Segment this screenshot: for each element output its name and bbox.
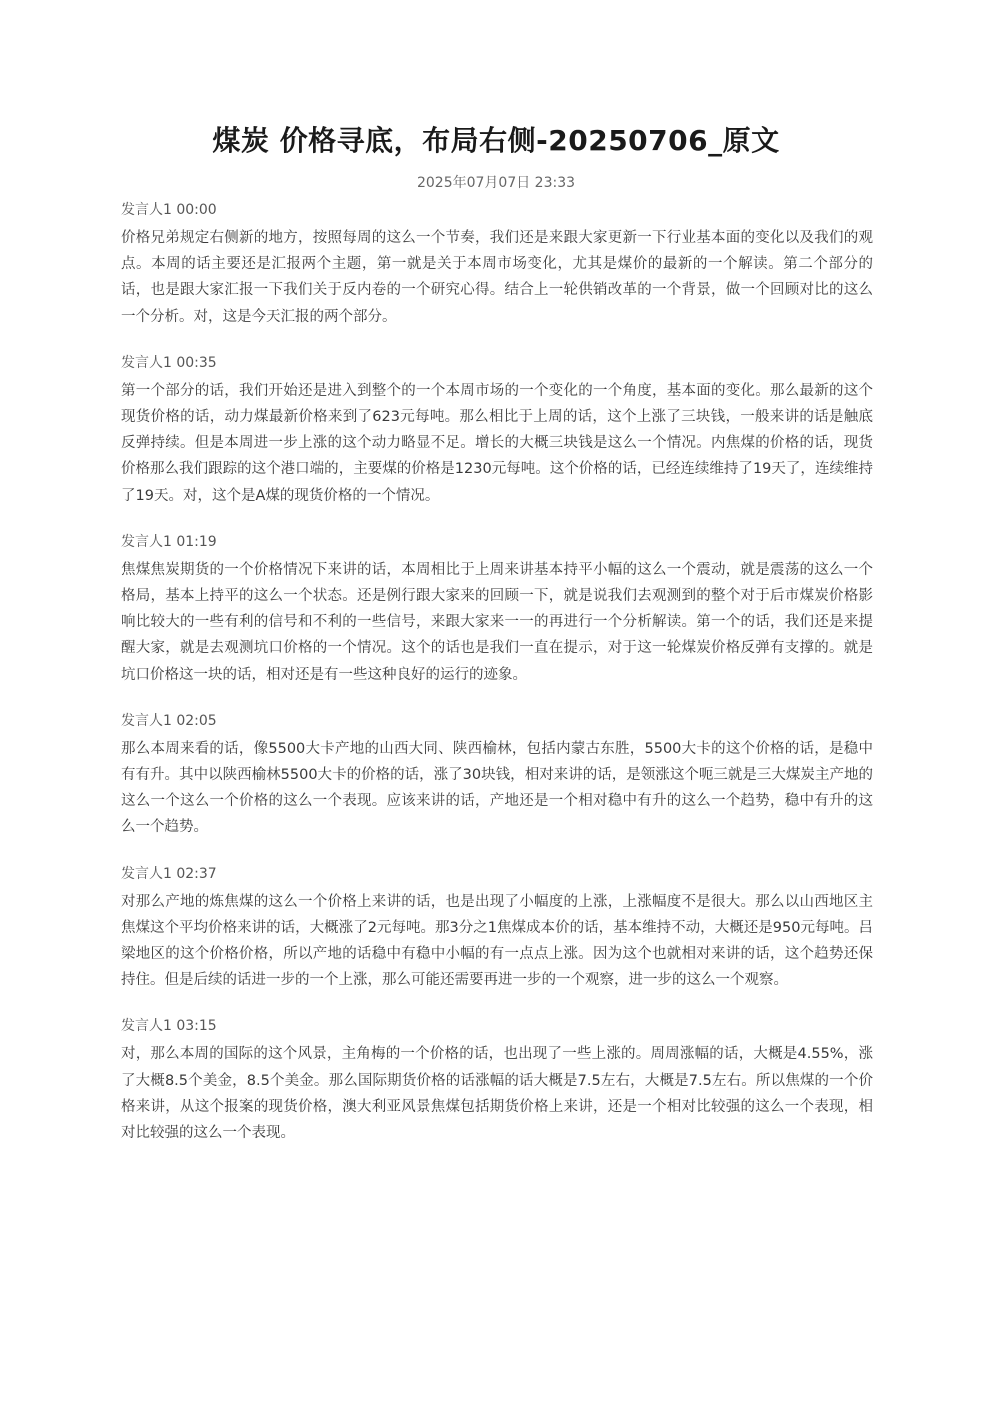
speaker-timestamp: 发言人1 01:19 [121,533,217,550]
transcript-section [121,1015,873,1146]
transcript-section [121,531,873,688]
transcript-body [121,199,873,1168]
speaker-timestamp: 发言人1 00:00 [121,202,217,218]
transcript-paragraph: 第一个部分的话，我们开始还是进入到整个的一个本周市场的一个变化的一个角度，基本面的变化。那么最新的这个现货价格的话，动力煤最新价格来到了623元每吨。那么相比于上周的话，这个上涨了三块钱，一般来讲的话是触底反弹持续。但是本周进一步上涨的这个动力略显不足。增长的大概三块钱是这么一个情况。内焦煤的价格的话，现货价格那么我们跟踪的这个港口端的，主要煤的价格是1230元每吨。这个价格的话，已经连续维持了19天了，连续维持了19天。对，这个是A煤的现货价格的一个情况。 [121,382,873,504]
transcript-section [121,199,873,330]
transcript-paragraph: 焦煤焦炭期货的一个价格情况下来讲的话，本周相比于上周来讲基本持平小幅的这么一个震动，就是震荡的这么一个格局，基本上持平的这么一个状态。还是例行跟大家来的回顾一下，就是说我们去观测到的整个对于后市煤炭价格影响比较大的一些有利的信号和不利的一些信号，来跟大家来一一的再进行一个分析解读。第一个的话，我们还是来提醒大家，就是去观测坑口价格的一个情况。这个的话也是我们一直在提示，对于这一轮煤炭价格反弹有支撑的。就是坑口价格这一块的话，相对还是有一些这种良好的运行的迹象。 [121,561,873,683]
speaker-timestamp: 发言人1 00:35 [121,354,217,371]
transcript-section [121,863,873,994]
transcript-paragraph: 对那么产地的炼焦煤的这么一个价格上来讲的话，也是出现了小幅度的上涨，上涨幅度不是很大。那么以山西地区主焦煤这个平均价格来讲的话，大概涨了2元每吨。那3分之1焦煤成本价的话，基本维持不动，大概还是950元每吨。吕梁地区的这个价格价格，所以产地的话稳中有稳中小幅的有一点点上涨。因为这个也就相对来讲的话，这个趋势还保持住。但是后续的话进一步的一个上涨，那么可能还需要再进一步的一个观察，进一步的这么一个观察。 [121,893,873,989]
transcript-section [121,352,873,509]
document-title: 煤炭 价格寻底，布局右侧-20250706_原文 [212,124,780,157]
transcript-paragraph: 对，那么本周的国际的这个风景，主角梅的一个价格的话，也出现了一些上涨的。周周涨幅的话，大概是4.55%，涨了大概8.5个美金，8.5个美金。那么国际期货价格的话涨幅的话大概是7.5左右，大概是7.5左右。所以焦煤的一个价格来讲，从这个报案的现货价格，澳大利亚风景焦煤包括期货价格上来讲，还是一个相对比较强的这么一个表现，相对比较强的这么一个表现。 [121,1046,873,1142]
document-date: 2025年07月07日 23:33 [416,175,576,191]
speaker-timestamp: 发言人1 03:15 [121,1018,217,1035]
speaker-timestamp: 发言人1 02:37 [121,865,217,882]
speaker-timestamp: 发言人1 02:05 [121,712,217,729]
transcript-section [121,710,873,841]
transcript-paragraph: 价格兄弟规定右侧新的地方，按照每周的这么一个节奏，我们还是来跟大家更新一下行业基本面的变化以及我们的观点。本周的话主要还是汇报两个主题，第一就是关于本周市场变化，尤其是煤价的最新的一个解读。第二个部分的话，也是跟大家汇报一下我们关于反内卷的一个研究心得。结合上一轮供销改革的一个背景，做一个回顾对比的这么一个分析。对，这是今天汇报的两个部分。 [121,230,873,325]
transcript-paragraph: 那么本周来看的话，像5500大卡产地的山西大同、陕西榆林，包括内蒙古东胜，5500大卡的这个价格的话，是稳中有有升。其中以陕西榆林5500大卡的价格的话，涨了30块钱，相对来讲的话，是领涨这个呃三就是三大煤炭主产地的这么一个这么一个价格的这么一个表现。应该来讲的话，产地还是一个相对稳中有升的这么一个趋势，稳中有升的这么一个趋势。 [121,740,873,836]
